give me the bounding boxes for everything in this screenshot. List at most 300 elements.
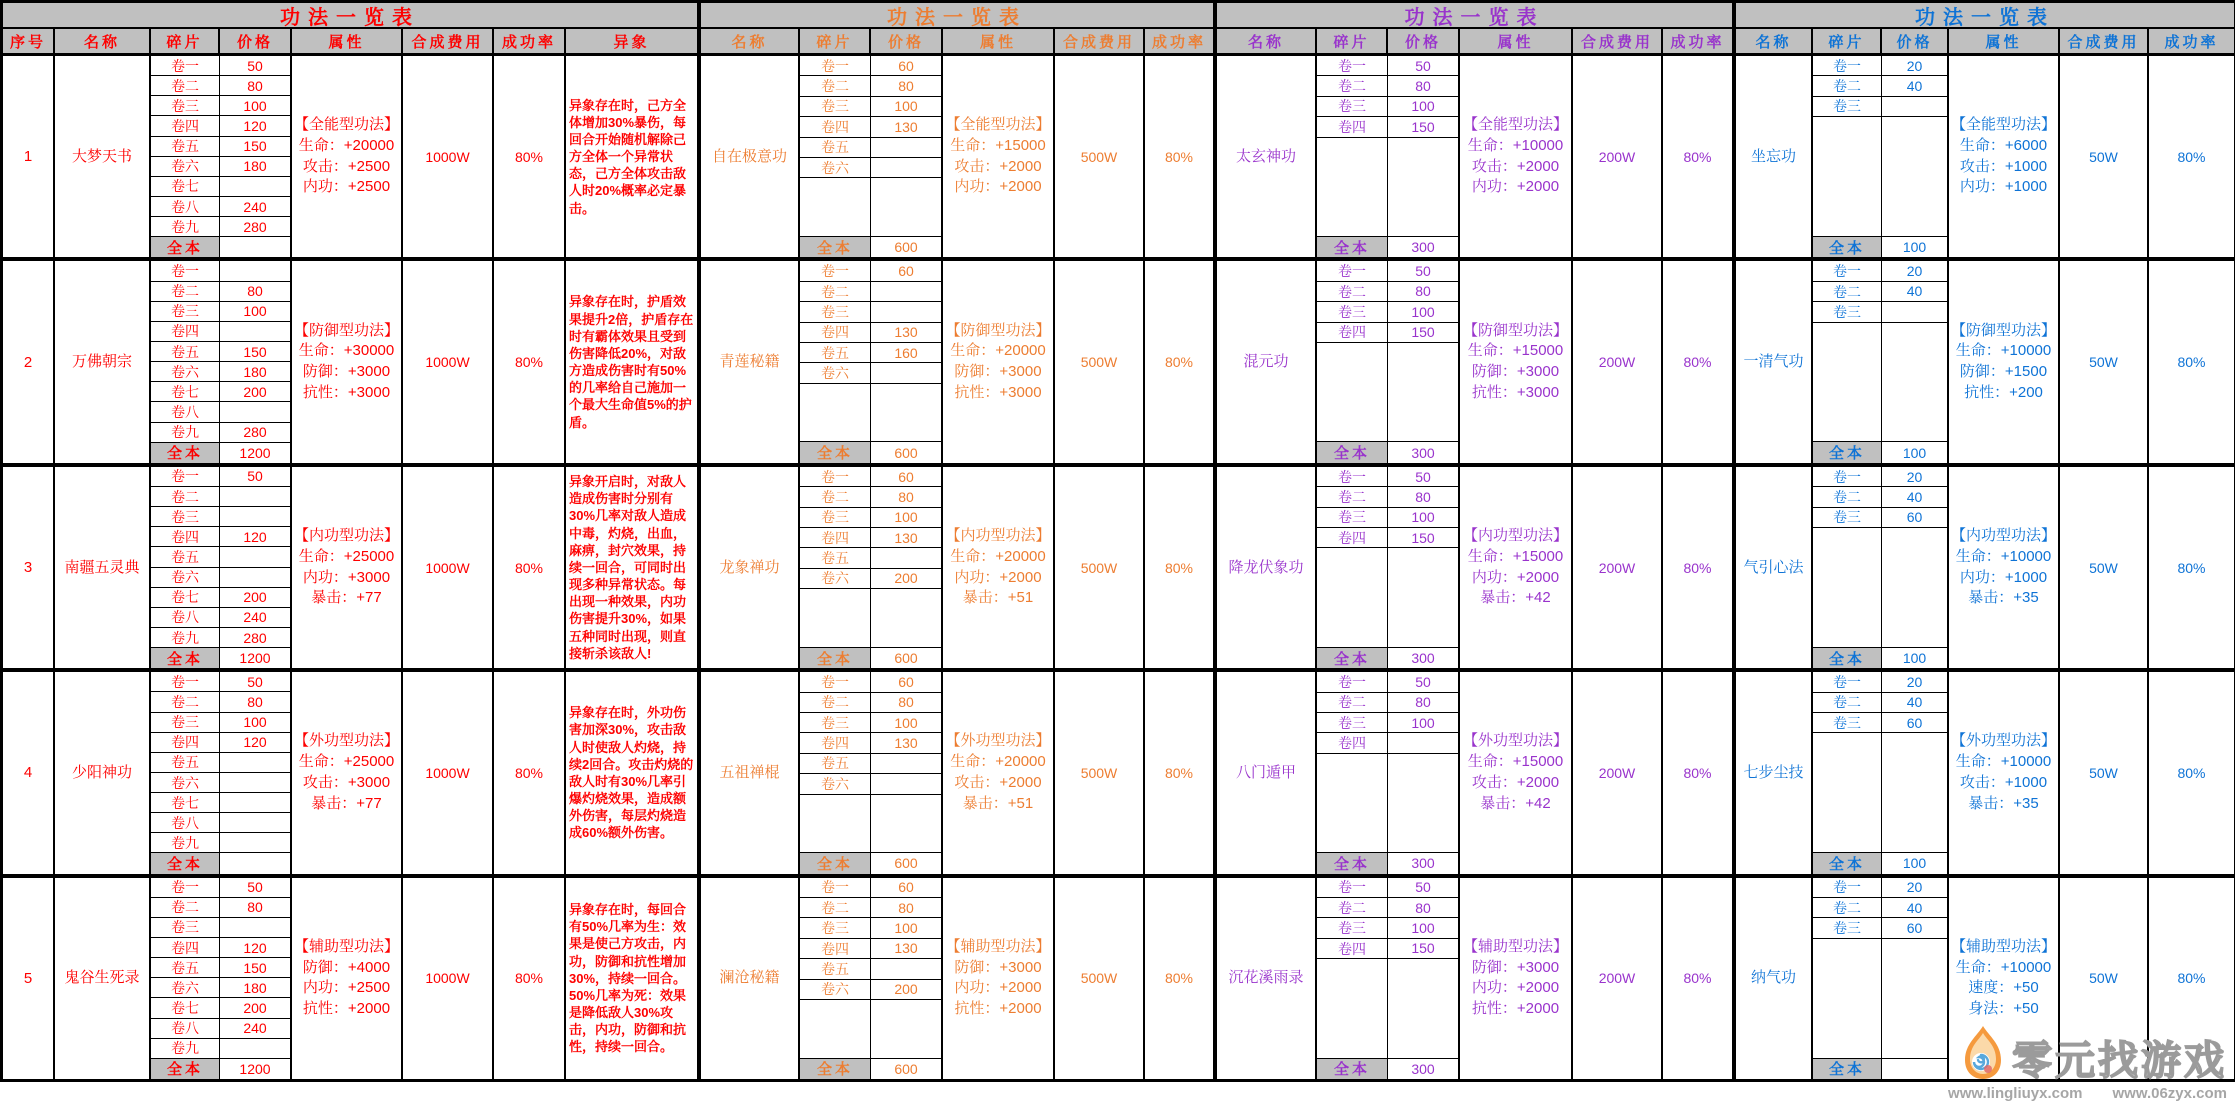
fragment-row [151, 177, 290, 197]
fragment-label: 卷三 [1317, 302, 1388, 322]
full-book-row [800, 648, 941, 668]
fragment-label: 卷二 [151, 692, 220, 712]
full-book-row [1813, 237, 1947, 257]
fragment-row [1317, 56, 1458, 76]
fragment-filler [800, 795, 941, 854]
header-fragment: 碎片 [1813, 29, 1882, 53]
fragment-label: 卷四 [1317, 733, 1388, 753]
fragment-price [871, 138, 941, 158]
fragment-row [151, 217, 290, 237]
anomaly-text: 异象存在时，护盾效果提升2倍，护盾存在时有霸体效果且受到伤害降低20%，对敌方造成伤害时有50%的几率给自己施加一个最大生命值5%的护盾。 [569, 294, 694, 430]
attribute-line: 防御：+3000 [302, 363, 391, 381]
fragment-label: 卷八 [151, 197, 220, 217]
header-row [701, 29, 1213, 56]
fragment-label: 卷一 [151, 56, 220, 76]
fragment-row [1813, 693, 1947, 713]
fragment-price: 40 [1882, 487, 1947, 507]
watermark-brand: 零元找游戏 [2012, 1039, 2227, 1083]
fragment-price: 80 [871, 487, 941, 507]
index-cell: 1 [3, 56, 55, 257]
fragment-price [871, 959, 941, 979]
attribute-line: 【辅助型功法】 [945, 937, 1051, 955]
fragment-label: 卷一 [800, 56, 871, 76]
name-cell: 少阳神功 [55, 672, 151, 873]
anomaly-text: 异象存在时，己方全体增加30%暴伤，每回合开始随机解除己方全体一个异常状态，己方全体攻击敌人时20%概率必定暴击。 [569, 97, 687, 216]
fragment-price [220, 177, 290, 197]
fragment-label: 卷一 [1317, 467, 1388, 487]
fragment-row [151, 487, 290, 507]
rate-cell: 80% [1164, 970, 1194, 987]
table-row-group [3, 261, 697, 466]
fragment-row [800, 487, 941, 507]
cost-cell: 500W [1055, 261, 1145, 462]
fragment-label: 卷二 [800, 898, 871, 918]
fragment-price: 200 [871, 569, 941, 589]
table-row-group [701, 56, 1213, 261]
attribute-line: 【防御型功法】 [1950, 321, 2056, 339]
attribute-lines [943, 938, 1053, 1019]
fragment-label: 卷九 [151, 423, 220, 443]
fragment-row [1317, 693, 1458, 713]
fragment-label: 卷一 [800, 878, 871, 898]
fragment-row [800, 117, 941, 137]
attribute-line: 生命：+30000 [298, 342, 395, 360]
fragment-row [800, 754, 941, 774]
groups-wrap [701, 56, 1213, 1079]
fragment-label: 卷三 [1813, 302, 1882, 322]
header-rate: 成功率 [1670, 33, 1725, 51]
header-price: 价格 [220, 29, 292, 53]
attribute-lines [1949, 732, 2058, 813]
fragment-label: 卷五 [151, 753, 220, 773]
name-cell: 混元功 [1217, 261, 1317, 462]
attribute-line: 防御：+1500 [1959, 363, 2048, 381]
rate-cell: 80% [494, 672, 566, 873]
header-fragment: 碎片 [1317, 29, 1388, 53]
fragment-label: 卷四 [800, 528, 871, 548]
rate-cell: 80% [1164, 148, 1194, 165]
fragment-label: 卷六 [151, 568, 220, 588]
rate-cell: 80% [1683, 970, 1712, 987]
fragment-row [800, 528, 941, 548]
fragment-label: 卷三 [1813, 508, 1882, 528]
full-book-label: 全本 [151, 443, 220, 463]
fragment-row [800, 508, 941, 528]
fragment-label: 卷四 [151, 322, 220, 342]
rate-cell: 80% [2177, 559, 2206, 576]
fragment-price: 100 [220, 96, 290, 116]
fragment-label: 卷九 [151, 1039, 220, 1059]
cost-cell: 500W [1055, 672, 1145, 873]
header-anomaly: 异象 [613, 33, 650, 51]
attribute-cell [1949, 467, 2060, 668]
fragment-filler-label [800, 795, 871, 854]
full-book-price: 1200 [239, 444, 271, 461]
attribute-line: 【外功型功法】 [945, 732, 1051, 750]
attribute-lines [292, 116, 401, 197]
fragment-price: 80 [220, 692, 290, 712]
index-cell: 3 [3, 467, 55, 668]
fragment-label: 卷三 [1317, 508, 1388, 528]
full-book-price: 100 [1902, 239, 1927, 256]
full-book-label: 全本 [1317, 853, 1388, 873]
fragment-price: 150 [1388, 528, 1458, 548]
full-book-label: 全本 [151, 1059, 220, 1079]
rate-cell: 80% [2177, 354, 2206, 371]
fragment-filler-label [800, 384, 871, 443]
fragment-row [800, 898, 941, 918]
rate-cell: 80% [1683, 354, 1712, 371]
table-row-group [1736, 672, 2234, 877]
fragment-label: 卷八 [151, 1019, 220, 1039]
attribute-line: 暴击：+51 [962, 794, 1034, 812]
fragment-row [800, 363, 941, 383]
attribute-line: 【防御型功法】 [945, 321, 1051, 339]
fragment-row [1317, 508, 1458, 528]
fragment-filler-price [1882, 528, 1947, 648]
fragment-price: 200 [220, 588, 290, 608]
full-book-label: 全本 [151, 853, 220, 873]
attribute-line: 防御：+3000 [954, 958, 1042, 976]
full-book-row [1317, 442, 1458, 462]
fragment-row [1317, 282, 1458, 302]
fragment-row [1317, 467, 1458, 487]
fragment-label: 卷四 [151, 527, 220, 547]
fragment-price: 50 [220, 878, 290, 898]
fragment-row [151, 568, 290, 588]
fragment-label: 卷二 [151, 282, 220, 302]
rate-cell: 80% [1683, 148, 1712, 165]
fragment-filler-label [1813, 323, 1882, 443]
cost-cell: 1000W [403, 261, 494, 462]
fragment-price [220, 322, 290, 342]
fragment-row [1317, 323, 1458, 343]
fragment-price: 80 [220, 282, 290, 302]
attribute-line: 内功：+3000 [302, 568, 391, 586]
fragment-filler-label [1317, 959, 1388, 1058]
fragment-filler [1317, 548, 1458, 647]
fragment-label: 卷五 [151, 547, 220, 567]
index-cell: 4 [3, 672, 55, 873]
header-cost: 合成费用 [1055, 29, 1145, 53]
fragment-label: 卷二 [1317, 693, 1388, 713]
full-book-row [151, 648, 290, 668]
header-name: 名称 [1736, 29, 1813, 53]
full-book-price: 300 [1411, 239, 1435, 256]
fragment-price: 50 [1388, 56, 1458, 76]
fragment-column [800, 467, 943, 668]
fragment-row [151, 998, 290, 1018]
fragment-price: 80 [220, 898, 290, 918]
fragment-price: 50 [220, 56, 290, 76]
fragment-label: 卷五 [151, 958, 220, 978]
fragment-row [151, 672, 290, 692]
fragment-row [800, 97, 941, 117]
attribute-line: 生命：+20000 [950, 547, 1046, 565]
fragment-price: 240 [220, 197, 290, 217]
full-book-label: 全本 [1317, 442, 1388, 462]
header-cost: 合成费用 [2060, 29, 2149, 53]
fragment-label: 卷二 [151, 487, 220, 507]
fragment-filler [1317, 138, 1458, 237]
fragment-column [800, 672, 943, 873]
fragment-label: 卷五 [800, 959, 871, 979]
fragment-column [1813, 467, 1949, 668]
fragment-filler [800, 589, 941, 648]
header-name: 名称 [701, 29, 800, 53]
fragment-row [1317, 302, 1458, 322]
anomaly-cell [566, 261, 697, 462]
fragment-price: 50 [1388, 261, 1458, 281]
fragment-price: 100 [1388, 508, 1458, 528]
fragment-filler [1317, 343, 1458, 442]
fragment-row [151, 362, 290, 382]
cost-cell: 50W [2060, 467, 2149, 668]
fragment-label: 卷三 [151, 302, 220, 322]
cost-cell: 200W [1573, 261, 1663, 462]
fragment-column [800, 261, 943, 462]
fragment-row [151, 282, 290, 302]
attribute-line: 【防御型功法】 [1462, 321, 1568, 339]
name-cell: 八门遁甲 [1217, 672, 1317, 873]
attribute-line: 抗性：+2000 [1471, 1000, 1560, 1018]
full-book-price: 300 [1411, 650, 1435, 667]
fragment-price: 60 [871, 467, 941, 487]
fragment-row [151, 467, 290, 487]
section-title: 功法一览表 [701, 3, 1213, 29]
fragment-row [1317, 672, 1458, 692]
fragment-price [220, 261, 290, 281]
fragment-price [220, 1039, 290, 1059]
table-row-group [3, 467, 697, 672]
fragment-label: 卷二 [1317, 76, 1388, 96]
fragment-price [871, 302, 941, 322]
table-row-group [1217, 672, 1732, 877]
full-book-row [1317, 853, 1458, 873]
fragment-price: 80 [871, 693, 941, 713]
fragment-filler-price [1882, 323, 1947, 443]
fragment-column [1813, 672, 1949, 873]
fragment-price: 160 [871, 343, 941, 363]
fragment-row [151, 197, 290, 217]
fragment-label: 卷一 [800, 672, 871, 692]
attribute-cell [1460, 672, 1573, 873]
fragment-price: 60 [871, 672, 941, 692]
fragment-row [800, 672, 941, 692]
attribute-line: 速度：+50 [1968, 979, 2039, 997]
attribute-cell [292, 56, 403, 257]
header-price: 价格 [871, 29, 943, 53]
attribute-cell [1949, 672, 2060, 873]
full-book-row [151, 237, 290, 257]
attribute-line: 【外功型功法】 [293, 732, 399, 750]
fragment-label: 卷四 [1317, 528, 1388, 548]
anomaly-text: 异象存在时，外功伤害加深30%，攻击敌人时使敌人灼烧，持续2回合。攻击灼烧的敌人时有30%几率引爆灼烧效果，造成额外伤害，每层灼烧造成60%额外伤害。 [569, 705, 694, 841]
attribute-line: 生命：+20000 [298, 136, 395, 154]
fragment-price: 100 [871, 713, 941, 733]
table-row-group [1736, 467, 2234, 672]
fragment-filler-label [1317, 754, 1388, 853]
fragment-label: 卷四 [151, 938, 220, 958]
fragment-filler-price [871, 589, 941, 648]
cost-cell: 50W [2060, 56, 2149, 257]
table-row-group [1217, 878, 1732, 1079]
attribute-lines [1949, 938, 2058, 1019]
attribute-line: 暴击：+35 [1968, 589, 2039, 607]
attribute-line: 防御：+3000 [1471, 958, 1560, 976]
fragment-price: 100 [871, 97, 941, 117]
attribute-line: 生命：+15000 [1467, 547, 1564, 565]
fragment-label: 卷八 [151, 402, 220, 422]
fragment-price: 100 [871, 918, 941, 938]
rate-cell: 80% [1683, 559, 1712, 576]
fragment-label: 卷五 [151, 342, 220, 362]
table-row-group [701, 672, 1213, 877]
fragment-row [1813, 97, 1947, 117]
full-book-label: 全本 [1317, 648, 1388, 668]
name-cell: 澜沧秘籍 [701, 878, 800, 1079]
fragment-column [151, 56, 292, 257]
attribute-line: 生命：+10000 [1955, 342, 2052, 360]
fragment-row [151, 402, 290, 422]
fragment-row [151, 56, 290, 76]
fragment-label: 卷二 [800, 282, 871, 302]
name-cell: 龙象禅功 [701, 467, 800, 668]
full-book-price: 300 [1411, 1060, 1435, 1077]
fragment-row [1813, 918, 1947, 938]
attribute-cell [1460, 261, 1573, 462]
fragment-label: 卷三 [1813, 97, 1882, 117]
fragment-row [151, 342, 290, 362]
fragment-filler [800, 178, 941, 237]
fragment-price: 150 [1388, 939, 1458, 959]
fragment-row [151, 753, 290, 773]
fragment-label: 卷七 [151, 588, 220, 608]
full-book-row [800, 442, 941, 462]
fragment-row [1317, 898, 1458, 918]
fragment-price: 60 [871, 261, 941, 281]
fragment-price: 100 [220, 713, 290, 733]
attribute-line: 攻击：+2500 [302, 157, 391, 175]
fragment-price: 80 [871, 898, 941, 918]
anomaly-text: 异象开启时，对敌人造成伤害时分别有30%几率对敌人造成中毒，灼烧，出血，麻痹，封穴效果，持续一回合，可同时出现多种异常状态。每出现一种效果，内功伤害提升30%，如果五种同时出现，则直接斩杀该敌人! [569, 474, 687, 661]
header-cost: 合成费用 [403, 29, 494, 53]
fragment-filler-label [800, 1000, 871, 1059]
fragment-label: 卷二 [800, 693, 871, 713]
fragment-label: 卷六 [800, 774, 871, 794]
attribute-line: 【内功型功法】 [1950, 527, 2056, 545]
watermark-url-1: www.lingliuyx.com [1948, 1085, 2083, 1102]
header-attribute: 属性 [1460, 29, 1573, 53]
attribute-cell [1460, 878, 1573, 1079]
full-book-price: 1200 [239, 1060, 271, 1077]
groups-wrap [1217, 56, 1732, 1079]
fragment-filler-label [800, 589, 871, 648]
fragment-price [220, 568, 290, 588]
cost-cell: 500W [1055, 467, 1145, 668]
full-book-label: 全本 [1317, 237, 1388, 257]
fragment-filler-price [871, 178, 941, 237]
fragment-price: 150 [220, 958, 290, 978]
attribute-line: 【全能型功法】 [945, 116, 1051, 134]
rate-cell: 80% [494, 467, 566, 668]
cost-cell: 500W [1055, 878, 1145, 1079]
attribute-cell [292, 467, 403, 668]
fragment-row [1317, 261, 1458, 281]
full-book-label: 全本 [1813, 237, 1882, 257]
fragment-row [151, 628, 290, 648]
fragment-row [800, 878, 941, 898]
fragment-label: 卷七 [151, 382, 220, 402]
fragment-filler [1813, 117, 1947, 237]
fragment-row [800, 261, 941, 281]
fragment-price: 150 [1388, 323, 1458, 343]
fragment-row [151, 547, 290, 567]
fragment-label: 卷五 [800, 343, 871, 363]
fragment-label: 卷一 [1813, 56, 1882, 76]
fragment-price: 20 [1882, 261, 1947, 281]
fragment-column [151, 261, 292, 462]
fragment-label: 卷三 [151, 918, 220, 938]
fragment-row [151, 733, 290, 753]
fragment-filler-label [1317, 548, 1388, 647]
fragment-column [1317, 672, 1460, 873]
full-book-label: 全本 [800, 237, 871, 257]
section-title: 功法一览表 [3, 3, 697, 29]
fragment-filler-price [1388, 343, 1458, 442]
fragment-label: 卷六 [800, 569, 871, 589]
fragment-filler-price [1388, 548, 1458, 647]
fragment-label: 卷七 [151, 998, 220, 1018]
header-fragment: 碎片 [800, 29, 871, 53]
fragment-filler-label [1317, 138, 1388, 237]
fragment-price: 120 [220, 733, 290, 753]
attribute-cell [292, 878, 403, 1079]
fragment-label: 卷四 [800, 733, 871, 753]
fragment-row [151, 76, 290, 96]
fragment-row [151, 773, 290, 793]
table-row-group [1217, 261, 1732, 466]
fragment-row [151, 116, 290, 136]
attribute-line: 【辅助型功法】 [1950, 937, 2056, 955]
fragment-row [151, 938, 290, 958]
fragment-price: 80 [1388, 487, 1458, 507]
watermark-url-2: www.06zyx.com [2112, 1085, 2227, 1102]
fragment-label: 卷七 [151, 793, 220, 813]
cost-cell: 200W [1573, 672, 1663, 873]
fragment-row [1317, 878, 1458, 898]
sheet-section [701, 3, 1217, 1079]
fragment-label: 卷一 [800, 261, 871, 281]
fragment-label: 卷六 [151, 773, 220, 793]
fragment-label: 卷一 [1317, 672, 1388, 692]
full-book-row [1813, 442, 1947, 462]
full-book-row [1317, 648, 1458, 668]
cost-cell: 1000W [403, 878, 494, 1079]
fragment-label: 卷三 [1813, 918, 1882, 938]
attribute-line: 暴击：+77 [311, 794, 382, 812]
full-book-price [220, 237, 290, 257]
fragment-price: 120 [220, 116, 290, 136]
fragment-filler-price [1388, 138, 1458, 237]
fragment-price: 40 [1882, 898, 1947, 918]
fragment-column [1317, 56, 1460, 257]
fragment-label: 卷五 [800, 754, 871, 774]
fragment-row [1813, 302, 1947, 322]
attribute-line: 生命：+10000 [1955, 958, 2052, 976]
name-cell: 鬼谷生死录 [55, 878, 151, 1079]
header-fragment: 碎片 [151, 29, 220, 53]
